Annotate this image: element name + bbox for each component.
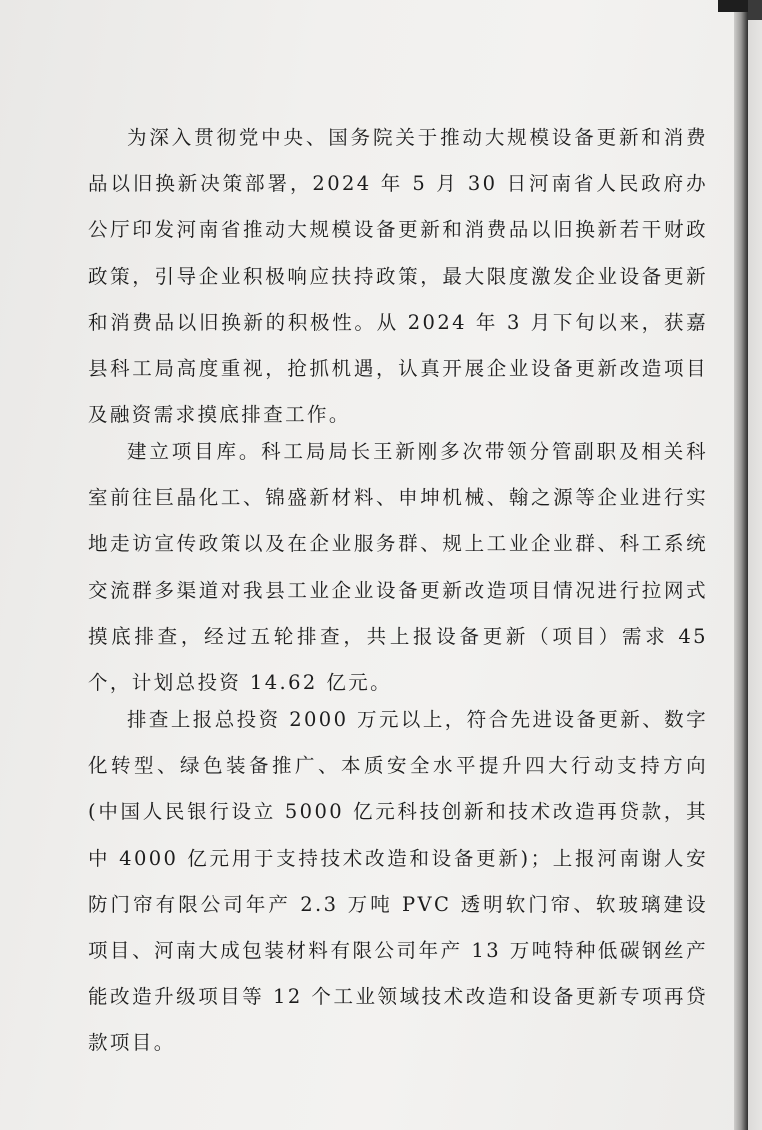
page-edge-shadow xyxy=(734,0,748,1130)
paragraph-investment-report: 排查上报总投资 2000 万元以上，符合先进设备更新、数字化转型、绿色装备推广、本质安全水平提升四大行动支持方向(中国人民银行设立 5000 亿元科技创新和技术改造再贷款，其中 4000 亿元用于支持技术改造和设备更新)；上报河南谢人安防门帘有限公司年产 2.3 万吨 PVC 透明软门帘、软玻璃建设项目、河南大成包装材料有限公司年产 13 万吨特种低碳钢丝产能改造升级项目等 12 个工业领域技术改造和设备更新专项再贷款项目。 xyxy=(88,708,708,1055)
page-corner-shadow xyxy=(718,0,748,12)
paragraph-intro: 为深入贯彻党中央、国务院关于推动大规模设备更新和消费品以旧换新决策部署，2024 年 5 月 30 日河南省人民政府办公厅印发河南省推动大规模设备更新和消费品以旧换新若干财政政策，引导企业积极响应扶持政策，最大限度激发企业设备更新和消费品以旧换新的积极性。从 2024 年 3 月下旬以来，获嘉县科工局高度重视，抢抓机遇，认真开展企业设备更新改造项目及融资需求摸底排查工作。 xyxy=(88,126,708,427)
paragraph-project-library: 建立项目库。科工局局长王新刚多次带领分管副职及相关科室前往巨晶化工、锦盛新材料、申坤机械、翰之源等企业进行实地走访宣传政策以及在企业服务群、规上工业企业群、科工系统交流群多渠道对我县工业企业设备更新改造项目情况进行拉网式摸底排查，经过五轮排查，共上报设备更新（项目）需求 45 个，计划总投资 14.62 亿元。 xyxy=(88,440,708,695)
